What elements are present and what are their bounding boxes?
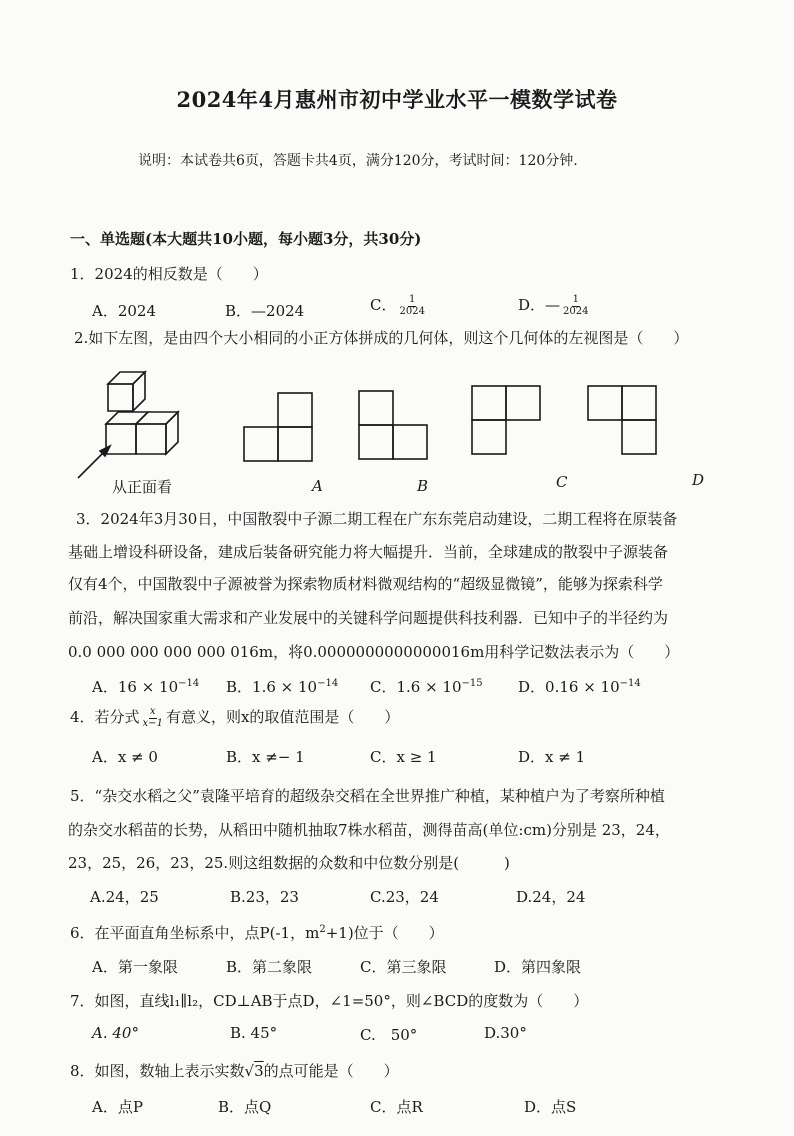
q5-option-b: B.23，23 bbox=[230, 888, 299, 906]
q3-option-b-exponent: −14 bbox=[317, 678, 339, 689]
q1-stem: 1．2024的相反数是（ ） bbox=[70, 265, 268, 283]
q1-option-c-denominator: 2024 bbox=[399, 305, 425, 317]
q5-line-3: 23，25，26，23，25.则这组数据的众数和中位数分别是( ) bbox=[68, 854, 510, 872]
q6-option-d: D．第四象限 bbox=[494, 958, 582, 976]
q3-option-c-base: C．1.6 × 10 bbox=[370, 678, 462, 696]
q1-option-d-numerator: 1 bbox=[572, 294, 579, 305]
q3-option-a bbox=[92, 676, 199, 697]
q8-option-c: C．点R bbox=[370, 1098, 423, 1116]
q2-option-d-figure bbox=[584, 382, 664, 462]
q8-stem bbox=[70, 1060, 399, 1081]
q3-line-5: 0.0 000 000 000 000 016m，将0.0000000000000016m用科学记数法表示为（ ） bbox=[68, 643, 680, 661]
q2-label-d: D bbox=[692, 471, 705, 489]
q3-option-d-base: D．0.16 × 10 bbox=[518, 678, 620, 696]
q3-option-d-exponent: −14 bbox=[619, 678, 641, 689]
q6-option-a: A．第一象限 bbox=[92, 958, 178, 976]
q8-option-b: B．点Q bbox=[218, 1098, 272, 1116]
q2-option-a-figure bbox=[240, 390, 320, 470]
q1-option-c-numerator: 1 bbox=[409, 294, 416, 305]
q1-option-d-denominator: 2024 bbox=[563, 305, 589, 317]
q1-option-d-fraction bbox=[562, 295, 589, 317]
q6-option-c: C．第三象限 bbox=[360, 958, 447, 976]
q2-label-b: B bbox=[417, 477, 429, 495]
q6-stem bbox=[70, 922, 444, 943]
q6-stem-post: +1)位于（ ） bbox=[325, 924, 444, 942]
q7-option-a: A. 40° bbox=[92, 1024, 139, 1042]
q8-radicand: 3 bbox=[254, 1062, 264, 1080]
q3-option-c bbox=[370, 676, 483, 697]
q6-stem-pre: 6．在平面直角坐标系中，点P(-1，m bbox=[70, 924, 320, 942]
q8-option-a: A．点P bbox=[92, 1098, 143, 1116]
q3-line-1: 3．2024年3月30日，中国散裂中子源二期工程在广东东莞启动建设，二期工程将在原装备 bbox=[76, 510, 678, 528]
q4-option-b: B．x ≠− 1 bbox=[226, 748, 305, 766]
q3-line-4: 前沿，解决国家重大需求和产业发展中的关键科学问题提供科技利器．已知中子的半径约为 bbox=[68, 609, 669, 627]
section-heading: 一、单选题(本大题共10小题，每小题3分，共30分) bbox=[70, 230, 422, 248]
q4-option-a: A．x ≠ 0 bbox=[92, 748, 158, 766]
q5-line-2: 的杂交水稻苗的长势，从稻田中随机抽取7株水稻苗，测得苗高(单位:cm)分别是 23，24， bbox=[68, 821, 670, 839]
q5-option-a: A.24，25 bbox=[90, 888, 159, 906]
q4-option-d: D．x ≠ 1 bbox=[518, 748, 586, 766]
q8-option-d: D．点S bbox=[524, 1098, 577, 1116]
q1-option-d-label: D．— bbox=[518, 296, 561, 314]
cube-solid-figure bbox=[76, 366, 196, 476]
q3-option-a-base: A．16 × 10 bbox=[92, 678, 179, 696]
q1-option-c bbox=[370, 294, 428, 317]
q3-option-b bbox=[226, 676, 338, 697]
q3-line-3: 仅有4个，中国散裂中子源被誉为探索物质材料微观结构的“超级显微镜”，能够为探索科学 bbox=[68, 575, 663, 593]
q3-option-b-base: B．1.6 × 10 bbox=[226, 678, 318, 696]
radical-sign-icon: √ bbox=[244, 1062, 255, 1080]
q6-option-b: B．第二象限 bbox=[226, 958, 313, 976]
q8-stem-post: 的点可能是（ ） bbox=[263, 1062, 399, 1080]
q4-stem-pre: 4．若分式 bbox=[70, 708, 140, 726]
q1-option-a: A．2024 bbox=[92, 302, 157, 320]
q7-stem: 7．如图，直线l₁∥l₂，CD⊥AB于点D，∠1=50°，则∠BCD的度数为（ ） bbox=[70, 992, 589, 1010]
q3-option-c-exponent: −15 bbox=[461, 678, 483, 689]
q2-stem: 2.如下左图，是由四个大小相同的小正方体拼成的几何体，则这个几何体的左视图是（ ） bbox=[74, 329, 689, 347]
q1-option-b: B．—2024 bbox=[225, 302, 305, 320]
q4-fraction bbox=[142, 707, 164, 729]
q1-option-d bbox=[518, 294, 591, 317]
q3-option-a-exponent: −14 bbox=[178, 678, 200, 689]
q1-option-c-fraction bbox=[398, 295, 425, 317]
q3-line-2: 基础上增设科研设备，建成后装备研究能力将大幅提升．当前，全球建成的散裂中子源装备 bbox=[68, 543, 669, 561]
q2-option-b-figure bbox=[355, 388, 435, 468]
q3-option-d bbox=[518, 676, 641, 697]
q4-denominator: x−1 bbox=[142, 717, 163, 729]
q5-option-d: D.24，24 bbox=[516, 888, 586, 906]
q1-option-c-label: C． bbox=[370, 296, 397, 314]
q4-numerator: x bbox=[149, 706, 156, 717]
q2-label-a: A bbox=[312, 477, 323, 495]
q2-label-c: C bbox=[556, 473, 568, 491]
q2-figure-caption: 从正面看 bbox=[112, 478, 173, 496]
q8-stem-pre: 8．如图，数轴上表示实数 bbox=[70, 1062, 245, 1080]
q4-stem-post: 有意义，则x的取值范围是（ ） bbox=[165, 708, 400, 726]
q7-option-c: C. 50° bbox=[360, 1026, 418, 1044]
page-title: 2024年4月惠州市初中学业水平一模数学试卷 bbox=[176, 87, 618, 112]
q4-option-c: C．x ≥ 1 bbox=[370, 748, 437, 766]
exam-note: 说明：本试卷共6页，答题卡共4页，满分120分，考试时间：120分钟. bbox=[138, 153, 578, 169]
q6-stem-superscript: 2 bbox=[319, 924, 326, 935]
q2-option-c-figure bbox=[468, 382, 548, 462]
q5-line-1: 5．“杂交水稻之父”袁隆平培育的超级杂交稻在全世界推广种植，某种植户为了考察所种植 bbox=[70, 787, 665, 805]
q7-option-b: B. 45° bbox=[230, 1024, 278, 1042]
q4-stem bbox=[70, 706, 399, 729]
q5-option-c: C.23，24 bbox=[370, 888, 439, 906]
q7-option-d: D.30° bbox=[484, 1024, 527, 1042]
